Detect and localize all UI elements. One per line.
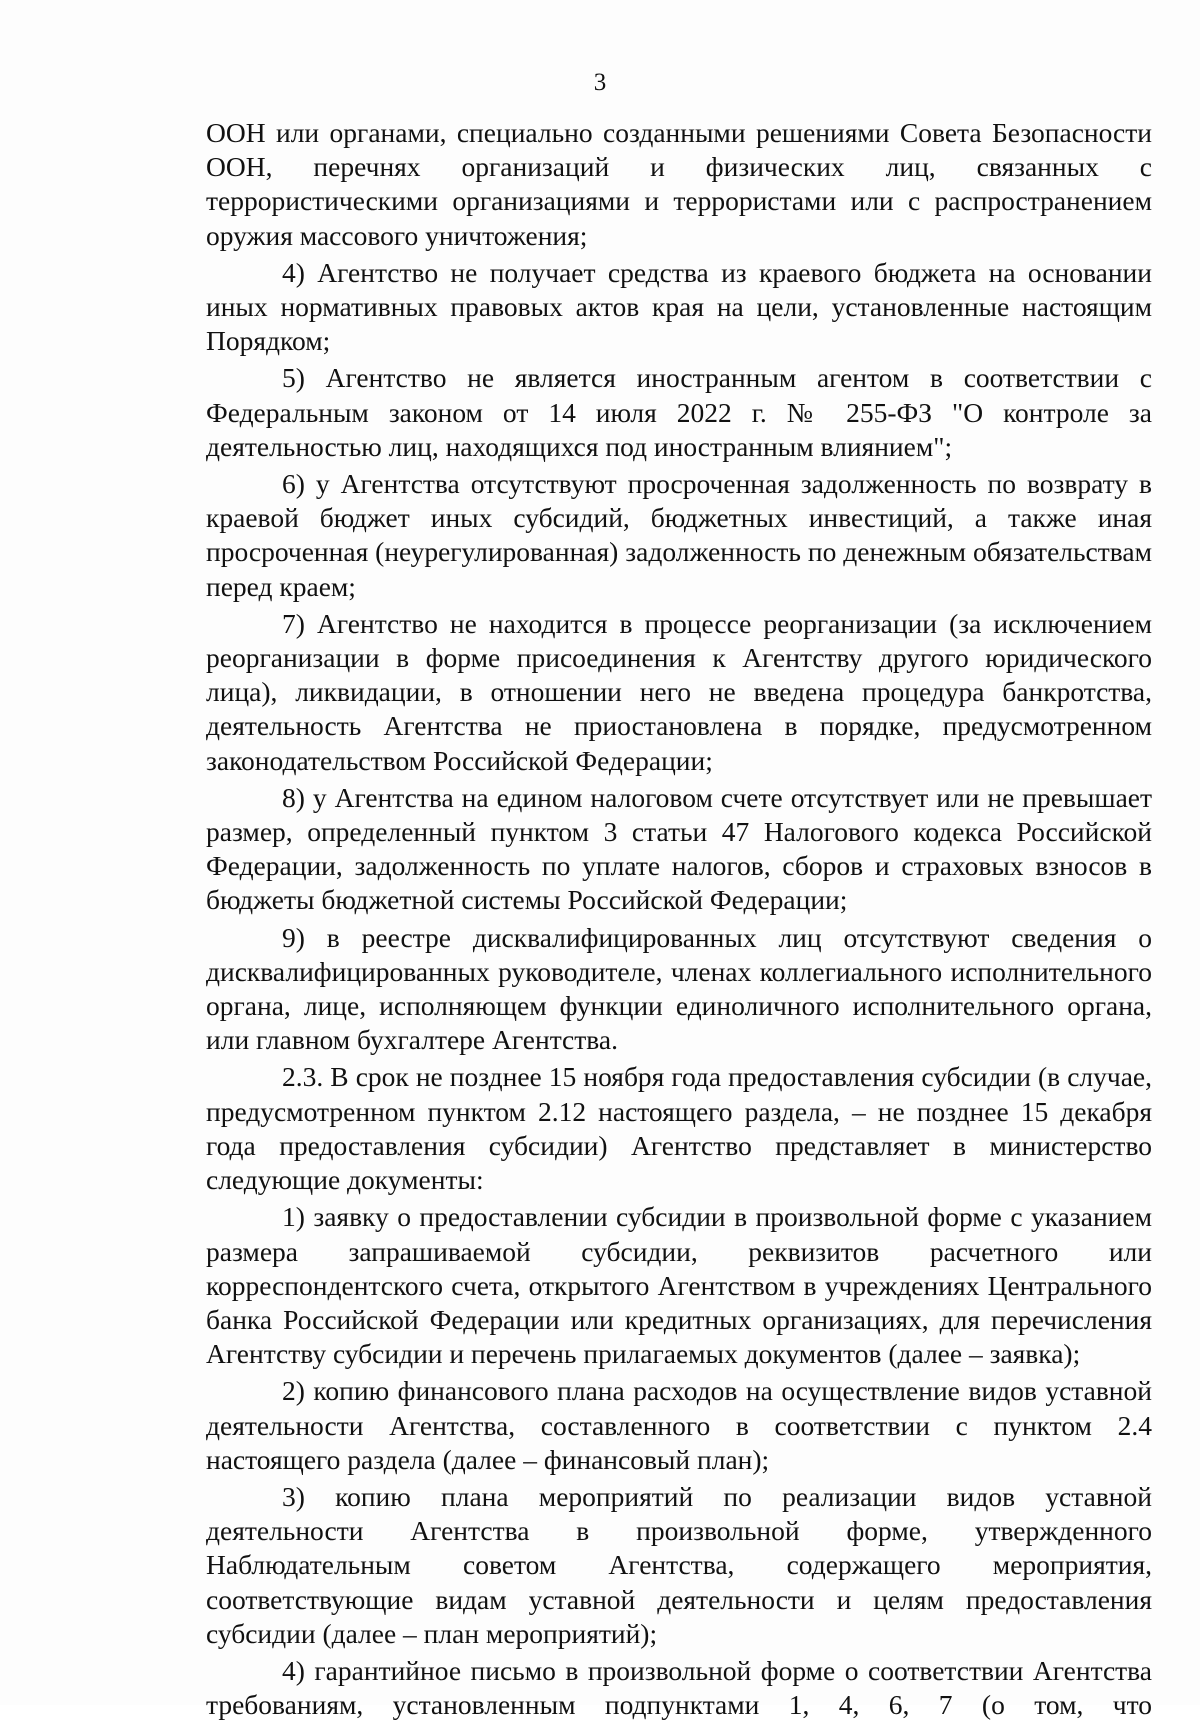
- paragraph-section-2-3: 2.3. В срок не позднее 15 ноября года предоставления субсидии (в случае, предусмотренном пунктом 2.12 настоящего раздела, – не позднее 15 декабря года предоставления субсидии) Агентство представляет в министерство следующие документы:: [206, 1061, 1152, 1196]
- paragraph-item-8: 8) у Агентства на едином налоговом счете отсутствует или не превышает размер, определенный пунктом 3 статьи 47 Налогового кодекса Российской Федерации, задолженность по уплате налогов, сборов и страховых взносов в бюджеты бюджетной системы Российской Федерации;: [206, 781, 1152, 916]
- paragraph-doc-3: 3) копию плана мероприятий по реализации видов уставной деятельности Агентства в произвольной форме, утвержденного Наблюдательным советом Агентства, содержащего мероприятия, соответствующие видам уставной деятельности и целям предоставления субсидии (далее – план мероприятий);: [206, 1480, 1152, 1649]
- paragraph-item-6: 6) у Агентства отсутствуют просроченная задолженность по возврату в краевой бюджет иных субсидий, бюджетных инвестиций, а также иная просроченная (неурегулированная) задолженность по денежным обязательствам перед краем;: [206, 468, 1152, 602]
- paragraph-item-7: 7) Агентство не находится в процессе реорганизации (за исключением реорганизации в форме присоединения к Агентству другого юридического лица), ликвидации, в отношении него не введена процедура банкротства, деятельность Агентства не приостановлена в порядке, предусмотренном законодательством Российской Федерации;: [206, 607, 1152, 776]
- paragraph-item-9: 9) в реестре дисквалифицированных лиц отсутствуют сведения о дисквалифицированных руководителе, членах коллегиального исполнительного органа, лице, исполняющем функции единоличного исполнительного органа, или главном бухгалтере Агентства.: [206, 921, 1152, 1056]
- paragraph-continuation: ООН или органами, специально созданными решениями Совета Безопасности ООН, перечнях организаций и физических лиц, связанных с террористическими организациями и террористами или с распространением оружия массового уничтожения;: [206, 117, 1152, 251]
- paragraph-doc-4: 4) гарантийное письмо в произвольной форме о соответствии Агентства требованиям, установленным подпунктами 1, 4, 6, 7 (о том, что: [206, 1654, 1152, 1721]
- paragraph-doc-2: 2) копию финансового плана расходов на осуществление видов уставной деятельности Агентства, составленного в соответствии с пунктом 2.4 настоящего раздела (далее – финансовый план);: [206, 1375, 1152, 1475]
- page-number: 3: [593, 69, 607, 96]
- document-body: [206, 116, 1152, 1725]
- paragraph-doc-1: 1) заявку о предоставлении субсидии в произвольной форме с указанием размера запрашиваемой субсидии, реквизитов расчетного или корреспондентского счета, открытого Агентством в учреждениях Центрального банка Российской Федерации или кредитных организациях, для перечисления Агентству субсидии и перечень прилагаемых документов (далее – заявка);: [206, 1201, 1152, 1370]
- paragraph-item-4: 4) Агентство не получает средства из краевого бюджета на основании иных нормативных правовых актов края на цели, установленные настоящим Порядком;: [206, 256, 1152, 357]
- paragraph-item-5: 5) Агентство не является иностранным агентом в соответствии с Федеральным законом от 14 июля 2022 г. № 255-ФЗ "О контроле за деятельностью лиц, находящихся под иностранным влиянием";: [206, 362, 1152, 462]
